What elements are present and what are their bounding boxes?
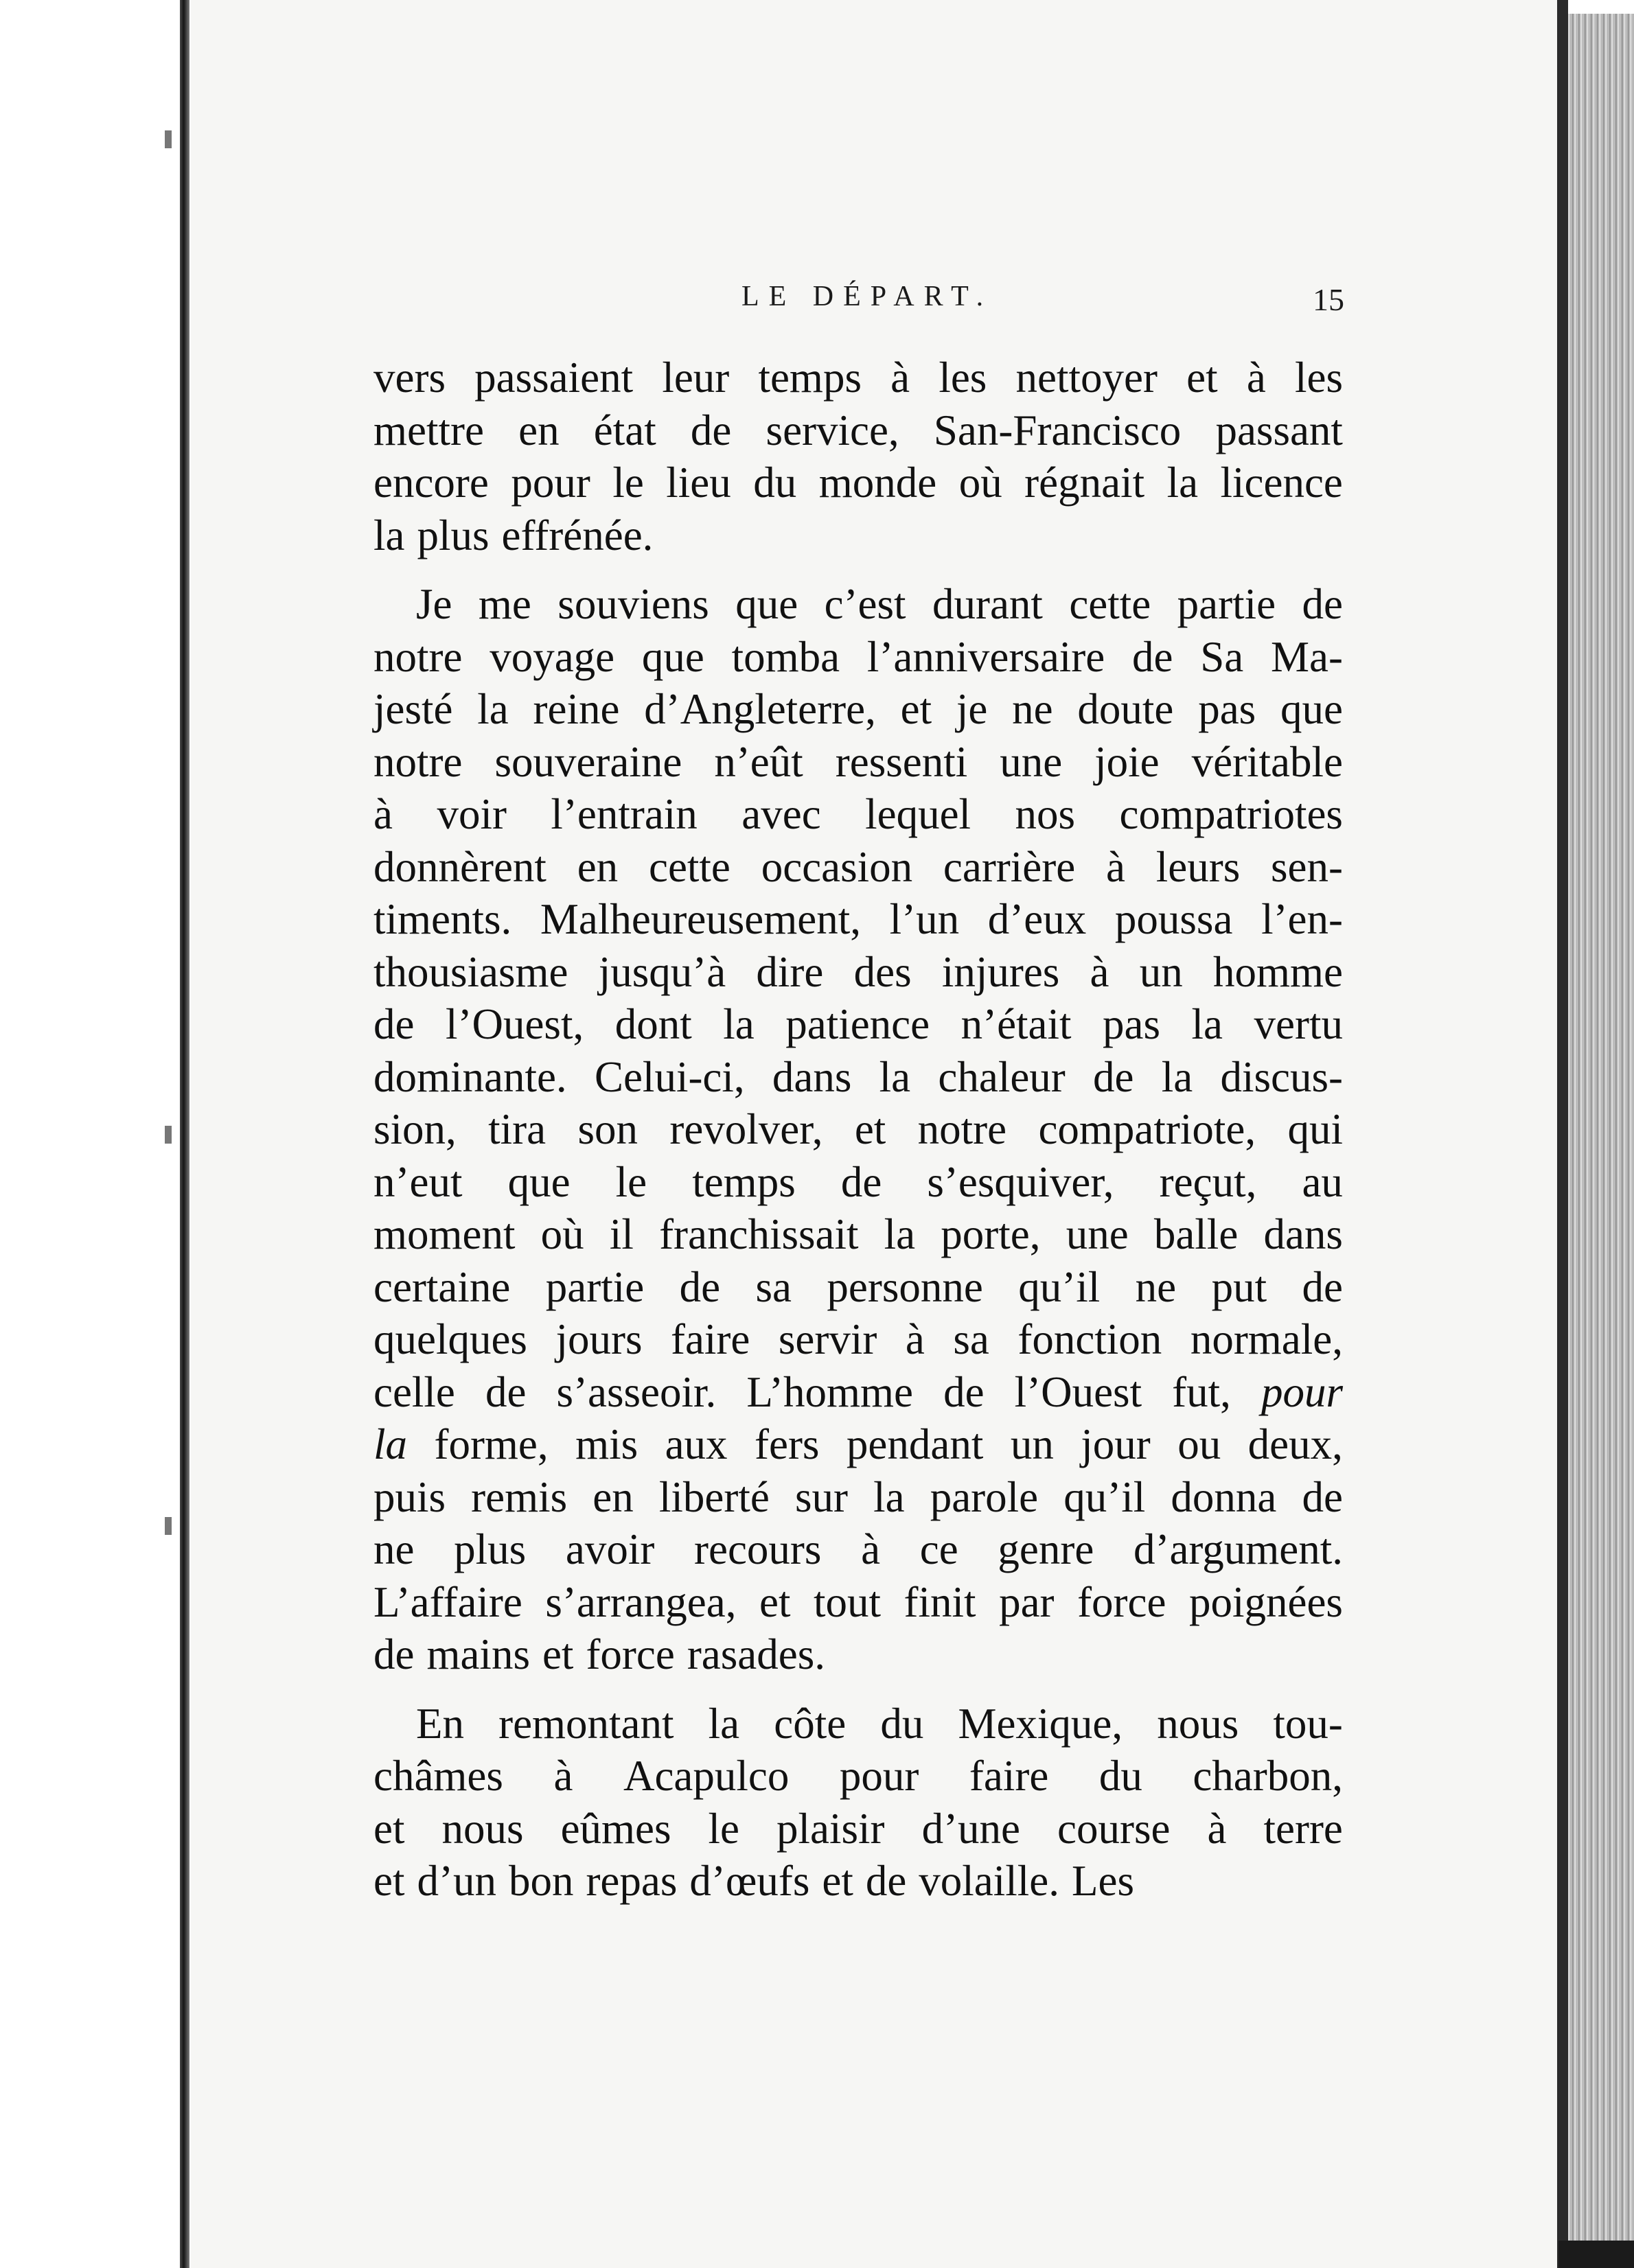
- word: bon: [508, 1857, 574, 1905]
- word: que: [507, 1157, 571, 1206]
- word: Je: [416, 580, 452, 628]
- word: notre: [373, 737, 463, 786]
- word: faire: [670, 1315, 750, 1363]
- word: joie: [1094, 737, 1160, 786]
- word: nous: [1157, 1699, 1239, 1748]
- word: porte,: [941, 1210, 1041, 1258]
- word: ne: [1012, 685, 1053, 733]
- word: partie: [545, 1262, 645, 1311]
- word: En: [416, 1699, 464, 1748]
- paragraph: [373, 578, 1343, 1681]
- word: sur: [794, 1472, 848, 1521]
- word: personne: [827, 1262, 983, 1311]
- word: discus-: [1220, 1052, 1343, 1101]
- word: fers: [755, 1420, 820, 1468]
- word: aux: [665, 1420, 728, 1468]
- word: avec: [741, 790, 821, 838]
- word: des: [853, 947, 912, 996]
- word: de: [1093, 1052, 1134, 1101]
- word: nous: [441, 1804, 524, 1853]
- word: l’Ouest: [1014, 1367, 1142, 1416]
- word: ne: [1135, 1262, 1177, 1311]
- text-line: [373, 1418, 1343, 1471]
- word: puis: [373, 1472, 446, 1521]
- word: certaine: [373, 1262, 511, 1311]
- paragraph: [373, 1698, 1343, 1908]
- word: volaille.: [919, 1857, 1059, 1905]
- word: une: [1000, 737, 1063, 786]
- word: du: [1098, 1752, 1142, 1800]
- spine-mark: [165, 1517, 172, 1535]
- word: encore: [373, 459, 489, 507]
- word: tira: [488, 1105, 546, 1153]
- word: poussa: [1114, 895, 1233, 943]
- word: course: [1057, 1804, 1171, 1853]
- word: reine: [533, 685, 620, 733]
- word: d’argument.: [1133, 1525, 1343, 1573]
- word: n’eût: [714, 737, 803, 786]
- word: ressenti: [835, 737, 968, 786]
- paragraph: [373, 351, 1343, 562]
- word: L’homme: [746, 1367, 913, 1416]
- word: côte: [774, 1699, 847, 1748]
- word: et: [373, 1857, 405, 1905]
- text-line: [373, 1803, 1343, 1855]
- word: vers: [373, 354, 446, 402]
- book-spine-shadow: [180, 0, 189, 2268]
- word: monde: [818, 459, 937, 507]
- word: liberté: [658, 1472, 770, 1521]
- word: dont: [614, 1000, 692, 1048]
- word: Mexique,: [958, 1699, 1123, 1748]
- word: celle: [373, 1367, 455, 1416]
- word: jesté: [373, 685, 453, 733]
- word: notre: [917, 1105, 1007, 1153]
- word: son: [577, 1105, 638, 1153]
- word: de: [943, 1367, 985, 1416]
- word: ne: [373, 1525, 415, 1573]
- word: force: [1077, 1577, 1166, 1626]
- word: leur: [662, 354, 730, 402]
- word: à: [1106, 842, 1125, 891]
- word: l’Ouest,: [445, 1000, 584, 1048]
- word: ou: [1177, 1420, 1221, 1468]
- word: pendant: [846, 1420, 984, 1468]
- word: fonction: [1017, 1315, 1162, 1363]
- word: sa: [755, 1262, 792, 1311]
- word: genre: [998, 1525, 1094, 1573]
- word: de: [1132, 632, 1173, 681]
- word: en: [577, 842, 619, 891]
- text-line: [373, 631, 1343, 684]
- word: de: [1302, 580, 1343, 628]
- text-line: [373, 1855, 1343, 1908]
- word: l’anniversaire: [866, 632, 1105, 681]
- word: en: [518, 406, 560, 454]
- word: franchissait: [659, 1210, 859, 1258]
- word: que: [1280, 685, 1343, 733]
- word: je: [956, 685, 988, 733]
- word: il: [609, 1210, 634, 1258]
- word: à: [905, 1315, 925, 1363]
- word: partie: [1177, 580, 1276, 628]
- word: état: [593, 406, 656, 454]
- word: tout: [814, 1577, 882, 1626]
- text-line: [373, 736, 1343, 789]
- word: souviens: [557, 580, 709, 628]
- word: à: [1090, 947, 1109, 996]
- word: temps: [692, 1157, 796, 1206]
- word: Ma-: [1271, 632, 1343, 681]
- word: timents.: [373, 895, 512, 943]
- word: qu’il: [1063, 1472, 1146, 1521]
- word: me: [478, 580, 531, 628]
- word: pas: [1103, 1000, 1161, 1048]
- word: occasion: [761, 842, 913, 891]
- word: et: [854, 1105, 886, 1153]
- text-line: [373, 351, 1343, 404]
- word: et: [759, 1577, 791, 1626]
- word: que: [641, 632, 704, 681]
- word: les: [939, 354, 987, 402]
- word: n’était: [960, 1000, 1072, 1048]
- word: c’est: [824, 580, 906, 628]
- text-line: [373, 841, 1343, 894]
- word: de: [373, 1000, 415, 1048]
- word: notre: [373, 632, 463, 681]
- text-line: [373, 683, 1343, 736]
- word: une: [1066, 1210, 1129, 1258]
- word: et: [542, 1630, 574, 1678]
- word: n’eut: [373, 1157, 463, 1206]
- word: le: [615, 1157, 647, 1206]
- italic-word: la: [373, 1420, 408, 1468]
- word: balle: [1153, 1210, 1239, 1258]
- text-line: [373, 509, 1343, 562]
- word: voyage: [490, 632, 615, 681]
- word: lequel: [865, 790, 971, 838]
- word: San-Francisco: [933, 406, 1182, 454]
- word: jusqu’à: [598, 947, 726, 996]
- word: jours: [555, 1315, 643, 1363]
- text-line: [373, 1750, 1343, 1803]
- word: carrière: [943, 842, 1076, 891]
- word: compatriotes: [1119, 790, 1343, 838]
- page-edges: [1558, 14, 1634, 2258]
- word: à: [890, 354, 910, 402]
- text-line: [373, 1628, 1343, 1681]
- text-line: [373, 1313, 1343, 1366]
- word: du: [880, 1699, 924, 1748]
- word: Acapulco: [623, 1752, 790, 1800]
- word: leurs: [1155, 842, 1241, 891]
- word: de: [840, 1157, 882, 1206]
- word: la: [477, 685, 509, 733]
- word: licence: [1220, 459, 1343, 507]
- word: Celui-ci,: [594, 1052, 745, 1101]
- text-line: [373, 578, 1343, 631]
- word: servir: [778, 1315, 877, 1363]
- word: de: [679, 1262, 721, 1311]
- word: pas: [1198, 685, 1256, 733]
- word: L’affaire: [373, 1577, 522, 1626]
- word: de: [373, 1630, 415, 1678]
- word: véritable: [1191, 737, 1343, 786]
- word: l’un: [889, 895, 960, 943]
- word: voir: [437, 790, 507, 838]
- word: un: [1010, 1420, 1054, 1468]
- word: avoir: [565, 1525, 655, 1573]
- word: sen-: [1271, 842, 1343, 891]
- word: finit: [904, 1577, 976, 1626]
- word: les: [1295, 354, 1343, 402]
- word: d’un: [417, 1857, 496, 1905]
- word: à: [1207, 1804, 1227, 1853]
- word: de: [1302, 1262, 1343, 1311]
- word: de: [690, 406, 732, 454]
- word: injures: [941, 947, 1060, 996]
- word: repas: [586, 1857, 678, 1905]
- word: passaient: [474, 354, 634, 402]
- word: cette: [1069, 580, 1151, 628]
- word: nos: [1015, 790, 1076, 838]
- word: où: [540, 1210, 584, 1258]
- word: temps: [758, 354, 862, 402]
- word: qu’il: [1018, 1262, 1101, 1311]
- word: dominante.: [373, 1052, 567, 1101]
- word: vertu: [1254, 1000, 1343, 1048]
- word: donna: [1171, 1472, 1277, 1521]
- word: mains: [426, 1630, 530, 1678]
- word: au: [1302, 1157, 1343, 1206]
- text-line: [373, 1576, 1343, 1629]
- word: dans: [772, 1052, 852, 1101]
- italic-word: pour: [1261, 1367, 1343, 1416]
- word: s’asseoir.: [556, 1367, 717, 1416]
- word: à: [553, 1752, 573, 1800]
- word: plaisir: [776, 1804, 885, 1853]
- word: de: [865, 1857, 907, 1905]
- body-text: [373, 351, 1343, 1908]
- word: recours: [694, 1525, 822, 1573]
- word: donnèrent: [373, 842, 546, 891]
- word: d’eux: [987, 895, 1087, 943]
- text-line: [373, 1471, 1343, 1524]
- word: compatriote,: [1038, 1105, 1256, 1153]
- word: la: [1166, 459, 1199, 507]
- word: charbon,: [1193, 1752, 1343, 1800]
- word: chaleur: [938, 1052, 1066, 1101]
- word: jour: [1081, 1420, 1151, 1468]
- word: et: [373, 1804, 405, 1853]
- word: put: [1211, 1262, 1267, 1311]
- word: rasades.: [687, 1630, 825, 1678]
- word: la: [1191, 1000, 1223, 1048]
- word: du: [753, 459, 797, 507]
- word: s’arrangea,: [545, 1577, 737, 1626]
- word: Malheureusement,: [540, 895, 861, 943]
- text-line: [373, 1156, 1343, 1209]
- word: doute: [1077, 685, 1174, 733]
- word: par: [999, 1577, 1055, 1626]
- word: s’esquiver,: [927, 1157, 1114, 1206]
- page-number: 15: [1313, 282, 1344, 317]
- word: la: [723, 1000, 755, 1048]
- word: remis: [471, 1472, 568, 1521]
- word: d’une: [921, 1804, 1021, 1853]
- word: sion,: [373, 1105, 457, 1153]
- text-line: [373, 1261, 1343, 1314]
- word: dans: [1263, 1210, 1343, 1258]
- word: remontant: [498, 1699, 674, 1748]
- word: régnait: [1024, 459, 1145, 507]
- word: l’en-: [1261, 895, 1343, 943]
- word: sa: [953, 1315, 989, 1363]
- word: durant: [932, 580, 1043, 628]
- word: mis: [575, 1420, 638, 1468]
- word: lieu: [666, 459, 731, 507]
- word: Les: [1072, 1857, 1134, 1905]
- word: de: [485, 1367, 527, 1416]
- word: d’Angleterre,: [644, 685, 876, 733]
- text-line: [373, 998, 1343, 1051]
- word: la: [1161, 1052, 1193, 1101]
- word: terre: [1263, 1804, 1343, 1853]
- word: à: [1246, 354, 1266, 402]
- word: que: [735, 580, 798, 628]
- word: tomba: [731, 632, 840, 681]
- text-line: [373, 893, 1343, 946]
- word: en: [592, 1472, 634, 1521]
- word: passant: [1215, 406, 1343, 454]
- word: dire: [756, 947, 824, 996]
- word: et: [1186, 354, 1218, 402]
- text-line: [373, 404, 1343, 457]
- word: poignées: [1188, 1577, 1343, 1626]
- word: à: [861, 1525, 881, 1573]
- text-line: [373, 1051, 1343, 1104]
- text-line: [373, 456, 1343, 509]
- text-line: [373, 1208, 1343, 1261]
- word: patience: [785, 1000, 930, 1048]
- word: l’entrain: [551, 790, 698, 838]
- spine-mark: [165, 130, 172, 148]
- word: la: [873, 1472, 905, 1521]
- word: la: [373, 511, 405, 559]
- word: cette: [648, 842, 730, 891]
- word: moment: [373, 1210, 516, 1258]
- word: pour: [839, 1752, 919, 1800]
- word: de: [1302, 1472, 1343, 1521]
- page-edge-shadow: [1557, 0, 1568, 2268]
- word: la: [879, 1052, 911, 1101]
- word: ce: [919, 1525, 958, 1573]
- word: nettoyer: [1015, 354, 1158, 402]
- text-line: [373, 1366, 1343, 1419]
- word: Sa: [1200, 632, 1244, 681]
- word: souveraine: [494, 737, 682, 786]
- word: et: [822, 1857, 853, 1905]
- word: la: [884, 1210, 916, 1258]
- word: le: [708, 1804, 740, 1853]
- word: d’œufs: [689, 1857, 810, 1905]
- page-edge-bottom: [1558, 2241, 1634, 2268]
- text-line: [373, 788, 1343, 841]
- text-line: [373, 1698, 1343, 1750]
- word: plus: [417, 511, 490, 559]
- word: homme: [1212, 947, 1343, 996]
- word: un: [1139, 947, 1183, 996]
- spine-mark: [165, 1126, 172, 1144]
- word: tou-: [1273, 1699, 1343, 1748]
- word: la: [708, 1699, 740, 1748]
- word: normale,: [1190, 1315, 1343, 1363]
- word: à: [373, 790, 393, 838]
- word: et: [900, 685, 932, 733]
- word: plus: [454, 1525, 527, 1573]
- text-line: [373, 946, 1343, 999]
- word: qui: [1287, 1105, 1343, 1153]
- word: deux,: [1247, 1420, 1343, 1468]
- word: fut,: [1172, 1367, 1231, 1416]
- word: eûmes: [560, 1804, 671, 1853]
- text-line: [373, 1523, 1343, 1576]
- word: parole: [930, 1472, 1039, 1521]
- text-line: [373, 1103, 1343, 1156]
- word: forme,: [434, 1420, 549, 1468]
- word: le: [612, 459, 644, 507]
- word: force: [586, 1630, 675, 1678]
- word: faire: [969, 1752, 1049, 1800]
- word: mettre: [373, 406, 484, 454]
- word: revolver,: [669, 1105, 823, 1153]
- word: où: [958, 459, 1002, 507]
- running-title: LE DÉPART.: [741, 281, 993, 312]
- word: pour: [511, 459, 590, 507]
- word: effrénée.: [501, 511, 654, 559]
- word: quelques: [373, 1315, 527, 1363]
- word: thousiasme: [373, 947, 568, 996]
- word: reçut,: [1159, 1157, 1257, 1206]
- word: service,: [766, 406, 899, 454]
- word: châmes: [373, 1752, 503, 1800]
